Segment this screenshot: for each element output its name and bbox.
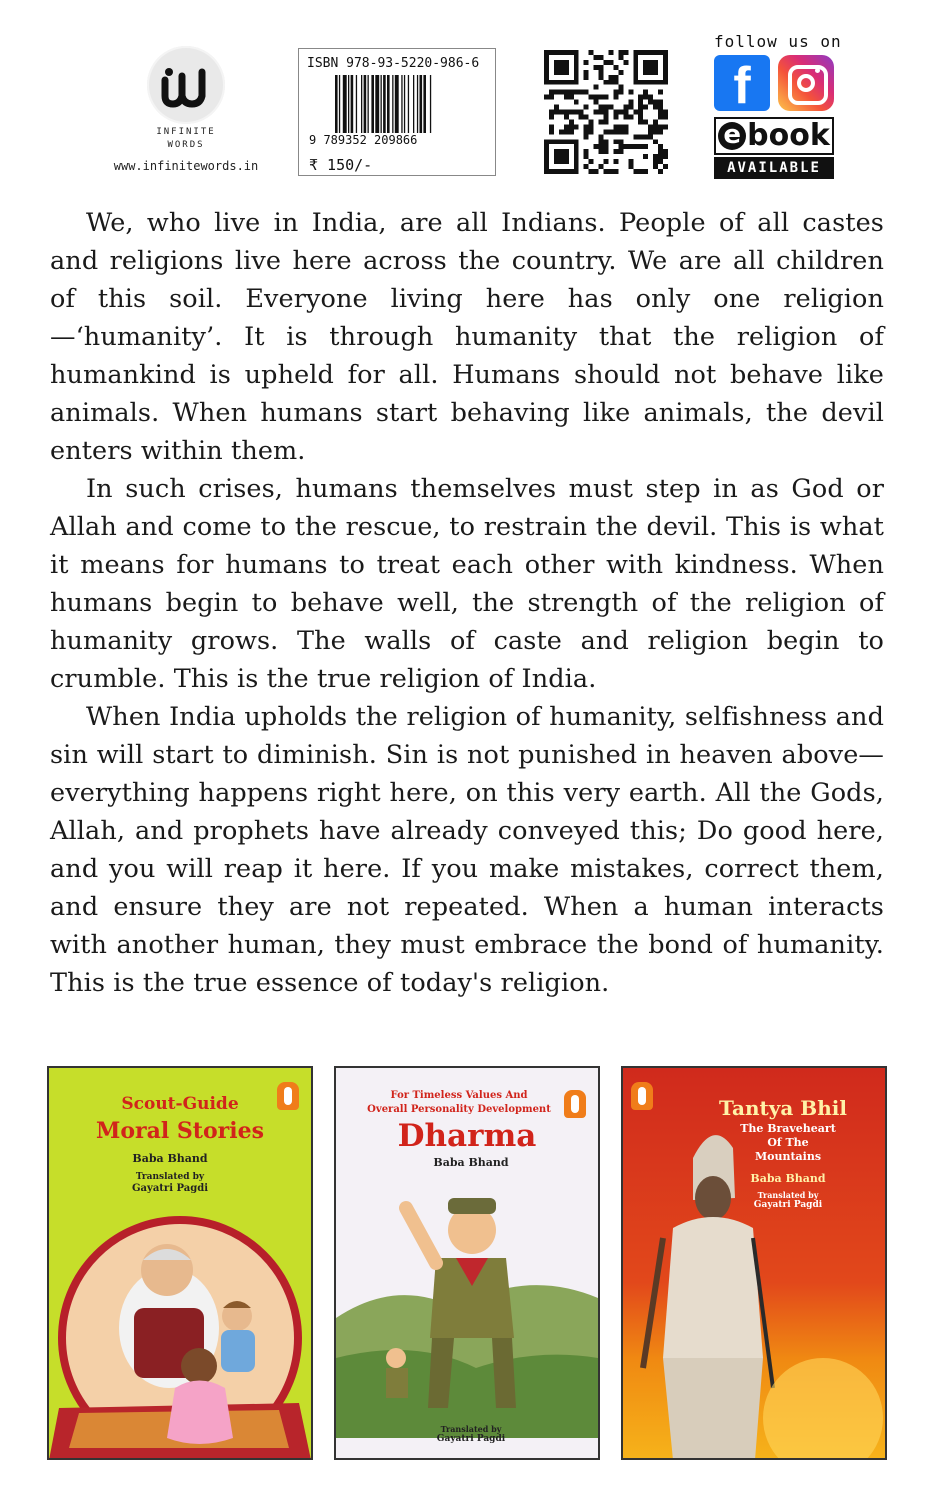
book-author: Baba Bhand <box>433 1156 509 1169</box>
ebook-e-letter: e <box>718 122 746 150</box>
translated-by-label: Translated by <box>135 1172 205 1182</box>
isbn-number: ISBN 978-93-5220-986-6 <box>307 56 480 71</box>
barcode-icon <box>335 75 465 133</box>
blurb-paragraph: In such crises, humans themselves must step in as God or Allah and come to the rescue, to restrain the devil. This is what it means for humans to treat each other with kindness. When humans begin to behave well, the strength of the religion of humanity grows. The walls of caste and religion begin to crumble. This is the true religion of India. <box>50 474 884 694</box>
isbn-barcode-box <box>298 48 496 176</box>
book-tagline-line2: Overall Personality Development <box>367 1104 551 1115</box>
ebook-badge <box>714 117 834 155</box>
available-label: AVAILABLE <box>714 157 834 179</box>
logo-name-line1: INFINITE <box>156 127 216 137</box>
book-translator: Gayatri Pagdi <box>436 1434 506 1444</box>
book-cover-tantya-bhil[interactable] <box>621 1066 887 1460</box>
infinite-words-logo-icon <box>147 46 225 124</box>
book-translator: Gayatri Pagdi <box>753 1200 823 1210</box>
blurb-paragraph: We, who live in India, are all Indians. People of all castes and religions live here across the country. We are all children of this soil. Everyone living here has only one religion—‘humanity’. It is through humanity that the religion of humankind is upheld for all. Humans should not behave like animals. When humans start behaving like animals, the devil enters within them. <box>50 208 884 466</box>
book-tagline-line1: For Timeless Values And <box>390 1090 528 1101</box>
book-title: Tantya Bhil <box>719 1096 847 1120</box>
qr-code-icon[interactable] <box>544 50 668 174</box>
translated-by-label: Translated by <box>757 1190 819 1200</box>
publisher-logo <box>96 46 276 173</box>
book-price: ₹ 150/- <box>309 156 373 174</box>
book-subtitle-line3: Mountains <box>754 1150 822 1163</box>
instagram-icon[interactable] <box>778 55 834 111</box>
book-title-line2: Moral Stories <box>96 1118 264 1144</box>
ebook-label: book <box>747 118 830 153</box>
book-cover-dharma[interactable] <box>334 1066 600 1460</box>
scout-boy-illustration <box>336 1168 598 1438</box>
translated-by-label: Translated by <box>440 1424 502 1434</box>
book-author: Baba Bhand <box>132 1152 208 1165</box>
logo-name-line2: WORDS <box>167 140 205 150</box>
social-follow <box>714 32 842 179</box>
blurb-paragraph: When India upholds the religion of humanity, selfishness and sin will start to diminish. Sin is not punished in heaven above—everything happens right here, on this very earth. All the Gods, Allah, and prophets have already conveyed this; Do good here, and you will reap it here. If you make mistakes, correct them, and ensure they are not repeated. When a human interacts with another human, they must embrace the bond of humanity. This is the true essence of today's religion. <box>50 702 884 998</box>
publisher-website[interactable]: www.infinitewords.in <box>113 159 259 173</box>
barcode-digits: 9 789352 209866 <box>309 133 418 147</box>
book-author: Baba Bhand <box>750 1172 826 1185</box>
book-title-line1: Scout-Guide <box>121 1094 239 1114</box>
book-title: Dharma <box>397 1118 537 1154</box>
book-subtitle-line1: The Braveheart <box>740 1122 836 1135</box>
book-subtitle-line2: Of The <box>767 1136 809 1149</box>
blurb-text <box>50 204 884 1002</box>
book-cover-moral-stories[interactable] <box>47 1066 313 1460</box>
grandfather-children-illustration <box>49 1198 311 1460</box>
facebook-icon[interactable]: f <box>714 55 770 111</box>
book-translator: Gayatri Pagdi <box>132 1183 208 1194</box>
follow-us-label: follow us on <box>714 32 842 51</box>
